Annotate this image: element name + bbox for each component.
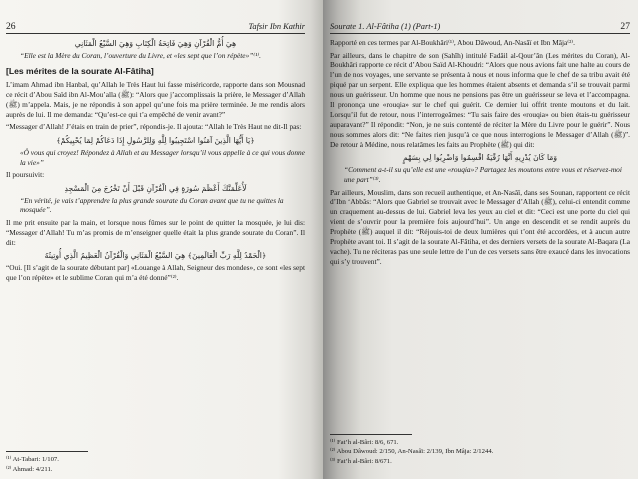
arabic-quote-4: ﴿الْحَمْدُ لِلَّهِ رَبِّ الْعَالَمِينَ﴾ هِيَ السَّبْعُ الْمَثَانِي وَالْقُرْآنُ الْعَظِيمُ الَّذِي أُوتِيتُهُ — [44, 251, 267, 261]
footnote-rule — [330, 434, 412, 435]
arabic-quote-1: هِيَ أُمُّ الْقُرْآنِ وَهِيَ فَاتِحَةُ الْكِتَابِ وَهِيَ السَّبْعُ الْمَثَانِي — [74, 39, 237, 48]
left-paragraph-3: Il poursuivit: — [6, 170, 45, 180]
left-paragraph-2: “Messager d’Allah! J’étais en train de prier”, répondis-je. Il ajouta: “Allah le Très Haut ne dit-Il pas: — [6, 122, 302, 132]
left-page-number: 26 — [6, 21, 16, 32]
left-footnote-2: ⁽²⁾ Ahmad: 4/211. — [6, 466, 53, 474]
right-running-header — [330, 22, 630, 34]
arabic-quote-3: لَأُعَلِّمَنَّكَ أَعْظَمَ سُورَةٍ فِي الْقُرْآنِ قَبْلَ أَنْ تَخْرُجَ مِنَ الْمَسْجِدِ — [64, 183, 247, 193]
translation-5: “Comment a-t-il su qu’elle est une «rouqia»? Partagez les moutons entre vous et réservez-moi une part”⁽³⁾. — [344, 165, 622, 185]
right-paragraph-1: Rapporté en ces termes par Al-Boukhâri⁽¹⁾, Abou Dâwoud, An-Nasâï et Ibn Mâja⁽²⁾. — [330, 38, 575, 47]
left-header-title: Tafsir Ibn Kathir — [248, 22, 305, 31]
footnote-rule — [6, 451, 88, 452]
right-paragraph-3: Par ailleurs, Mouslim, dans son recueil authentique, et An-Nasâï, dans ses Sounan, rapportent ce récit d’Ibn ‘Abbâs: “Alors que Gabriel se trouvait avec le Messager d’Allah (ﷺ), celui-ci entendit comme un craquement au-dessus de lui. Gabriel leva les yeux au ciel et dit: “Ceci est une porte du ciel qui vient de s’ouvrir pour la première fois aujourd’hui”. Un ange en descendit et se rendit auprès du Prophète (ﷺ) auquel il dit: “Réjouis-toi de deux lumières qui t’ont été accordées, et à aucun autre Prophète avant toi. Il s’agit de la sourate Al-Fâtiha, et des derniers versets de la sourate Al-Baqara (La vache). Tu ne réciteras pas une seule lettre de l’un de ces versets sans être exaucé dans les invocations qui s’y trouvent”. — [330, 187, 630, 266]
left-paragraph-1: L’imam Ahmad ibn Hanbal, qu’Allah le Très Haut lui fasse miséricorde, rapporte dans son Mousnad ce récit d’Abou Saïd ibn Al-Mou’alla (ﷺ): “Alors que j’accomplissais la prière, le Messager d’Allah (ﷺ) m’appela. Mais, je ne répondis à son appel qu’une fois ma prière terminée. Je me rendis alors auprès de lui. Il me demanda: “Qu’est-ce qui t’a empêché de venir avant?” — [6, 79, 305, 119]
arabic-quote-2: ﴿يَا أَيُّهَا الَّذِينَ آمَنُوا اسْتَجِيبُوا لِلَّهِ وَلِلرَّسُولِ إِذَا دَعَاكُمْ لِمَا يُحْيِيكُمْ﴾ — [56, 135, 255, 145]
right-paragraph-2: Par ailleurs, dans le chapitre de son (Sahîh) intitulé Fadâil al-Qour’ân (Les mérites du Coran), Al-Boukhâri rapporte ce récit d’Abou Saïd Al-Khoudri: “Alors que nous avions fait une halte au cours de l’un de nos voyages, une servante se présenta à nous et nous informa que le chef de sa tribu avait été piqué par un serpent. Elle expliqua que les hommes étaient absents et demanda s’il se trouvait parmi nous un guérisseur. Un homme que nous ne pensions pas être un guérisseur se leva et l’accompagna. Il prononça une «rouqia» sur le chef qui guérit. Ce dernier lui offrit trente moutons et du lait. Lorsqu’il fut de retour, nous l’interrogeâmes: “Tu sais faire des «rouqia» ou bien étais-tu guérisseur auparavant?” Il répondit: “Non, je ne suis contenté de réciter la Mère du Livre pour le guérir”. Nous nous sommes alors dit: “Ne faites rien jusqu’à ce que nous interrogions le Messager d’Allah (ﷺ)”. De retour à Médine, nous relatâmes les faits au Prophète (ﷺ) qui dit: — [330, 50, 630, 149]
right-footnote-3: ⁽³⁾ Fat’h al-Bâri: 8/671. — [330, 458, 392, 466]
right-footnotes — [330, 434, 630, 467]
right-footnote-1: ⁽¹⁾ Fat’h al-Bâri: 8/6, 671. — [330, 438, 399, 446]
arabic-quote-5: وَمَا كَانَ يُدْرِيهِ أَنَّهَا رُقْيَةٌ اقْسِمُوا وَاضْرِبُوا لِي بِسَهْمٍ — [402, 153, 558, 163]
left-paragraph-5: “Oui. [Il s’agit de la sourate débutant par] «Louange à Allah, Seigneur des mondes», ce sont «les sept que l’on répète» et le sublime Coran qui m’a été donné”⁽²⁾. — [6, 263, 305, 283]
right-page-number: 27 — [620, 21, 630, 32]
right-page — [323, 0, 638, 479]
section-heading: [Les mérites de la sourate Al-Fâtiha] — [6, 65, 154, 76]
left-paragraph-4: Il me prit ensuite par la main, et lorsque nous fûmes sur le point de quitter la mosquée, je lui dis: “Messager d’Allah! Tu m’as promis de m’enseigner quelle était la plus grande sourate du Coran”. Il dit: — [6, 217, 305, 247]
translation-2: «Ô vous qui croyez! Répondez à Allah et au Messager lorsqu’il vous appelle à ce qui vous donne la vie»” — [20, 147, 305, 167]
left-footnote-1: ⁽¹⁾ At-Tabari: 1/107. — [6, 456, 59, 464]
translation-1: “Elle est la Mère du Coran, l’ouverture du Livre, et «les sept que l’on répète»”⁽¹⁾. — [20, 51, 261, 60]
translation-3: “En vérité, je vais t’apprendre la plus grande sourate du Coran avant que tu ne quittes la mosquée”. — [20, 195, 284, 215]
right-header-title: Sourate 1. Al-Fâtiha (1) (Part-1) — [330, 22, 441, 31]
left-running-header — [6, 22, 305, 34]
left-footnotes — [6, 451, 305, 475]
right-footnote-2: ⁽²⁾ Abou Dâwoud: 2/150, An-Nasâï: 2/139, Ibn Mâja: 2/1244. — [330, 448, 494, 456]
